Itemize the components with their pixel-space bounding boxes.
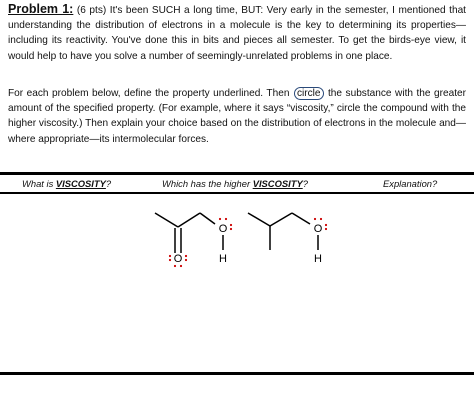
circled-word: circle (294, 87, 324, 100)
header-define-suffix: ? (105, 178, 112, 189)
molecule-1[interactable] (155, 213, 215, 253)
table-bottom-rule (0, 372, 474, 375)
mol1-ketone-oxygen: O (173, 253, 183, 265)
molecule-2[interactable] (248, 213, 310, 250)
mol1-hydrogen: H (219, 253, 227, 265)
header-which-suffix: ? (302, 178, 308, 189)
instructions-text-before: For each problem below, define the property underlined. Then (8, 88, 293, 99)
header-define-property-word: VISCOSITY (55, 178, 106, 189)
header-define-prefix: What is (22, 178, 56, 189)
mol2-hydrogen: H (314, 253, 322, 265)
header-which-prefix: Which has the higher (162, 178, 253, 189)
header-which-property-word: VISCOSITY (252, 178, 303, 189)
problem-intro-text: (6 pts) It's been SUCH a long time, BUT: Very early in the semester, I mentioned that understanding the distribution of electrons in a molecule is the key to determining its properties—including its reactivity. You've done this in bits and pieces all semester. To get the birds-eye view, it would help to have you solve a number of seemingly-unrelated problems in one place. (8, 5, 466, 62)
mol2-alcohol-oxygen: O (313, 223, 323, 235)
header-explanation: Explanation? (383, 178, 438, 189)
problem-title: Problem 1: (8, 2, 74, 16)
mol1-alcohol-oxygen: O (218, 223, 228, 235)
instructions-text-after: the substance with the greater amount of the specified property. (For example, where it says “viscosity,” circle the compound with the higher viscosity.) Then explain your choice based on the distribution of electrons in the molecule and—where appropriate—its intermolecular forces. (8, 88, 467, 145)
